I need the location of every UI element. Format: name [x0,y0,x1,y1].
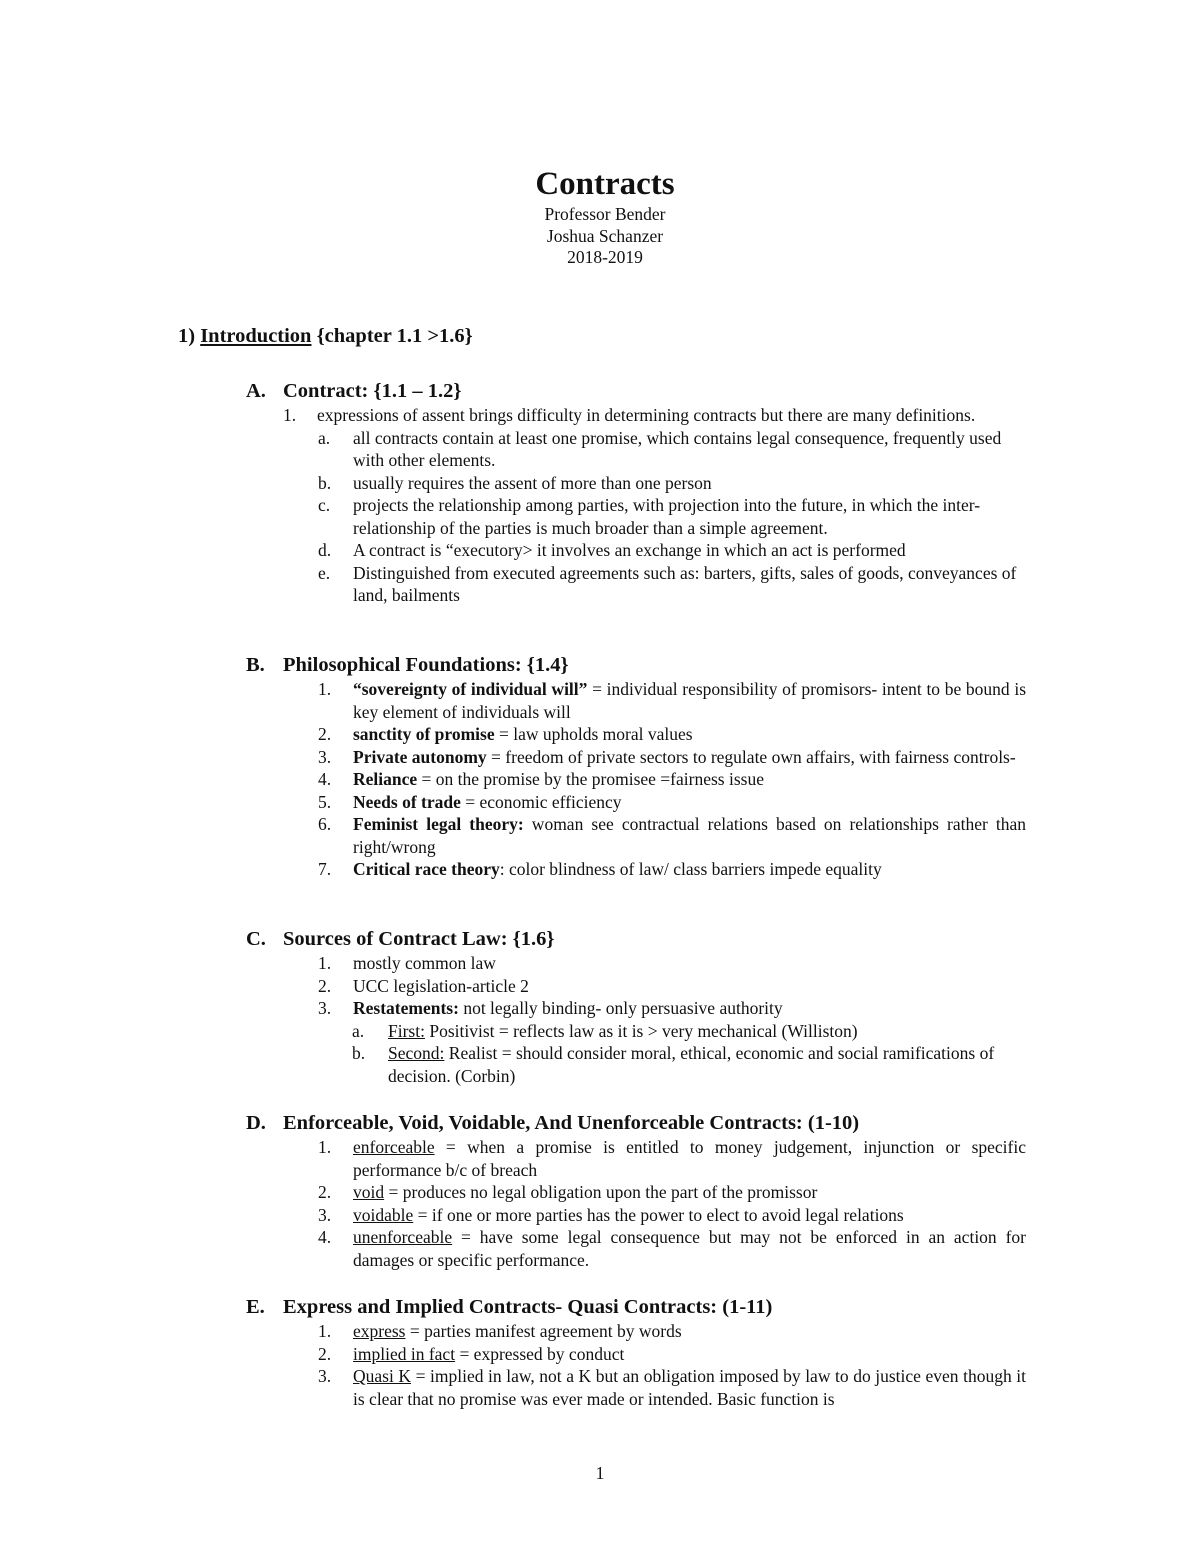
item-text: = individual responsibility of promisors- intent to be bound is key element of individuals will [353,679,1026,722]
document-header [0,164,1200,269]
section-letter: E. [246,1296,265,1318]
item-term: Restatements: [353,998,459,1018]
item-number: 2. [318,724,332,744]
item-term: “sovereignty of individual will” [353,679,588,699]
chapter-range: {chapter 1.1 >1.6} [316,325,473,347]
item-number: 2. [318,1182,332,1202]
item-term: Critical race theory [353,859,500,879]
item-number: 7. [318,859,332,879]
item-term: implied in fact [353,1343,456,1364]
list-item [246,427,1026,472]
item-number: 2. [318,1343,332,1364]
item-text: = parties manifest agreement by words [405,1321,682,1341]
item-number: 4. [318,769,332,789]
item-term: voidable [353,1204,414,1225]
item-text: = on the promise by the promisee =fairness issue [417,769,764,789]
list-item [246,813,1026,858]
item-term: Second: [388,1043,445,1063]
item-text: = if one or more parties has the power to elect to avoid legal relations [413,1204,904,1225]
section-c [246,926,1026,1087]
item-number: 6. [318,814,332,834]
list-item [246,472,1026,495]
section-title: Contract: {1.1 – 1.2} [283,380,462,402]
item-term: enforceable [353,1137,435,1157]
item-term: Quasi K [353,1366,412,1386]
list-item [246,1136,1026,1181]
item-number: 1. [318,1321,332,1341]
item-term: void [353,1182,385,1202]
item-text: mostly common law [353,953,496,973]
document-title: Contracts [535,166,675,202]
item-number: 1. [318,1137,332,1157]
section-d-heading [246,1110,1026,1136]
item-text: Positivist = reflects law as it is > very mechanical (Williston) [424,1020,858,1041]
item-number: 1. [283,405,297,425]
list-item [246,1042,1026,1087]
section-b [246,652,1026,881]
list-item [246,746,1026,769]
list-item [246,723,1026,746]
item-term: sanctity of promise [353,724,495,744]
list-item [246,562,1026,607]
list-item [246,539,1026,562]
item-text: = economic efficiency [460,791,622,812]
list-item [246,1204,1026,1227]
item-number: 4. [318,1227,332,1247]
list-item [246,975,1026,998]
section-e-heading [246,1294,1026,1320]
item-number: b. [352,1043,366,1063]
section-title: Enforceable, Void, Voidable, And Unenforceable Contracts: (1-10) [283,1112,860,1134]
section-title: Philosophical Foundations: {1.4} [283,654,569,676]
section-a-heading [246,378,1026,404]
item-number: 3. [318,998,332,1018]
list-item [246,1320,1026,1343]
item-text: = have some legal consequence but may not be enforced in an action for damages or specific performance. [353,1227,1026,1270]
item-text: UCC legislation-article 2 [353,975,529,996]
item-text: A contract is “executory> it involves an exchange in which an act is performed [353,540,906,560]
list-item [246,1365,1026,1410]
section-title: Sources of Contract Law: {1.6} [283,928,555,950]
item-number: 1. [318,953,332,973]
item-number: 3. [318,746,332,767]
author-name: Joshua Schanzer [546,225,664,246]
list-item [246,858,1026,881]
item-number: 3. [318,1366,332,1386]
list-item [246,768,1026,791]
item-number: 1. [318,679,332,699]
chapter-title: Introduction [200,325,312,347]
item-text: : color blindness of law/ class barriers impede equality [499,859,882,879]
item-text: = expressed by conduct [455,1343,625,1364]
section-title: Express and Implied Contracts- Quasi Contracts: (1-11) [283,1296,773,1318]
item-number: b. [318,472,332,493]
item-number: 3. [318,1204,332,1225]
section-c-heading [246,926,1026,952]
section-b-heading [246,652,1026,678]
professor-name: Professor Bender [544,204,666,224]
list-item [246,1181,1026,1204]
item-text: projects the relationship among parties, with projection into the future, in which the inter-relationship of the parties is much broader than a simple agreement. [353,495,981,538]
list-item [246,997,1026,1020]
item-text: Realist = should consider moral, ethical, economic and social ramifications of decision. (Corbin) [388,1043,995,1086]
item-text: = law upholds moral values [494,724,693,744]
chapter-number: 1) [178,325,196,347]
section-letter: D. [246,1112,266,1134]
section-d [246,1110,1026,1271]
item-term: First: [388,1020,425,1041]
item-number: e. [318,562,331,583]
academic-year: 2018-2019 [567,247,643,267]
section-a [246,378,1026,607]
item-text: expressions of assent brings difficulty in determining contracts but there are many definitions. [317,405,976,425]
item-number: d. [318,540,332,560]
item-text: usually requires the assent of more than one person [353,472,712,493]
list-item [246,404,1026,427]
item-text: = implied in law, not a K but an obligation imposed by law to do justice even though it is clear that no promise was ever made or intended. Basic function is [353,1366,1026,1409]
item-term: Needs of trade [353,791,461,812]
item-text: all contracts contain at least one promise, which contains legal consequence, frequently used with other elements. [353,427,1002,470]
page-number: 1 [595,1463,605,1483]
list-item [246,494,1026,539]
item-term: Private autonomy [353,746,487,767]
list-item [246,791,1026,814]
list-item [246,952,1026,975]
item-text: not legally binding- only persuasive authority [458,998,783,1018]
section-letter: B. [246,654,265,676]
item-number: c. [318,495,331,515]
item-number: 5. [318,791,332,812]
item-text: = freedom of private sectors to regulate own affairs, with fairness controls- [486,746,1016,767]
item-text: woman see contractual relations based on relationships rather than right/wrong [353,814,1027,857]
item-text: Distinguished from executed agreements such as: barters, gifts, sales of goods, conveyances of land, bailments [353,562,1017,605]
list-item [246,678,1026,723]
item-text: = produces no legal obligation upon the part of the promissor [384,1182,818,1202]
item-term: express [353,1321,406,1341]
item-term: unenforceable [353,1227,453,1247]
section-letter: C. [246,928,266,950]
list-item [246,1020,1026,1043]
item-number: a. [352,1020,365,1041]
list-item [246,1226,1026,1271]
section-letter: A. [246,380,266,402]
item-text: = when a promise is entitled to money judgement, injunction or specific performance b/c of breach [353,1137,1026,1180]
item-term: Feminist legal theory: [353,814,524,834]
item-number: a. [318,427,331,448]
chapter-heading [178,323,473,349]
item-term: Reliance [353,769,418,789]
section-e [246,1294,1026,1410]
list-item [246,1343,1026,1366]
item-number: 2. [318,975,332,996]
